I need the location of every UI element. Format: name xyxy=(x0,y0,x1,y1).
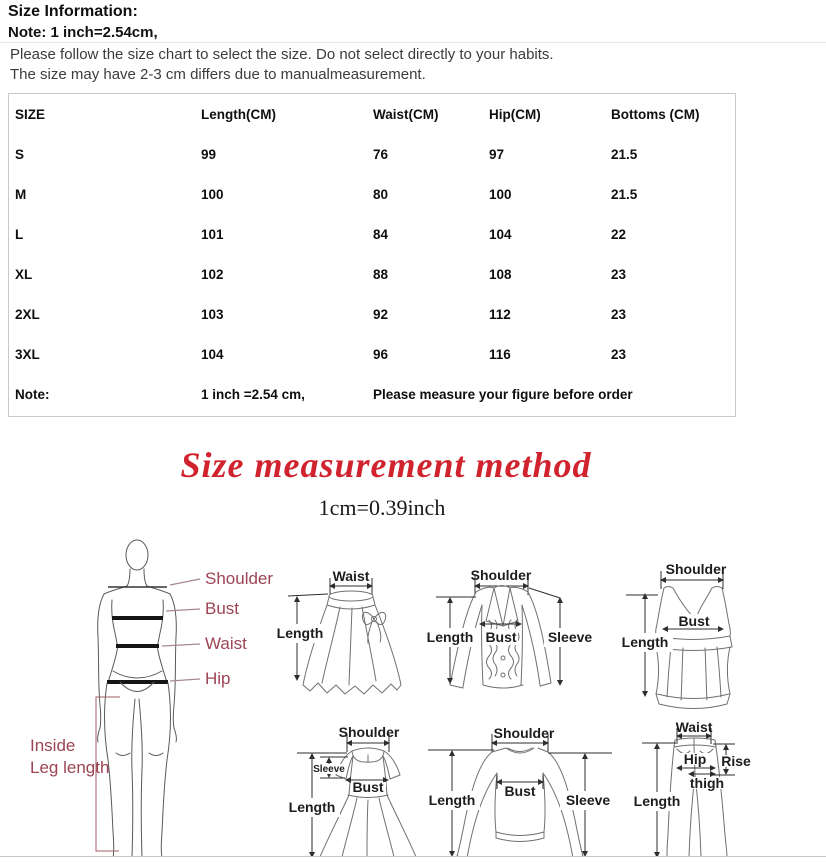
dress-sleeve-label: Sleeve xyxy=(313,764,345,775)
table-cell: 100 xyxy=(201,186,224,202)
advice-line-1: Please follow the size chart to select the size. Do not select directly to your habits. xyxy=(10,46,554,63)
jacket-length-label: Length xyxy=(426,629,474,645)
garment-sweater xyxy=(424,725,616,857)
cm-inch-conversion: 1cm=0.39inch xyxy=(318,495,446,520)
col-header-hip: Hip(CM) xyxy=(489,106,541,122)
col-header-bottoms: Bottoms (CM) xyxy=(611,106,700,122)
table-footer-conversion: 1 inch =2.54 cm, xyxy=(201,386,305,402)
garment-pants xyxy=(629,719,751,857)
table-cell: 84 xyxy=(373,226,389,242)
table-cell: 97 xyxy=(489,146,505,162)
table-cell: 104 xyxy=(489,226,512,242)
table-cell: 76 xyxy=(373,146,389,162)
jacket-sleeve-label: Sleeve xyxy=(547,629,593,645)
body-figure xyxy=(30,540,273,857)
table-cell: 101 xyxy=(201,226,224,242)
measurement-method-title: Size measurement method xyxy=(180,445,592,485)
body-waist-label: Waist xyxy=(205,634,247,653)
dress-bust-label: Bust xyxy=(352,779,384,795)
vest-length-label: Length xyxy=(621,634,669,650)
pants-thigh-label: thigh xyxy=(689,775,725,791)
skirt-length-label: Length xyxy=(276,625,324,641)
dress-length-label: Length xyxy=(288,799,336,815)
table-cell: 102 xyxy=(201,266,224,282)
bottom-divider xyxy=(0,856,826,857)
measurement-diagram xyxy=(0,525,826,857)
table-cell: 99 xyxy=(201,146,217,162)
sweater-length-label: Length xyxy=(428,792,476,808)
col-header-length: Length(CM) xyxy=(201,106,276,122)
table-cell: 103 xyxy=(201,306,224,322)
garment-skirt xyxy=(273,568,401,694)
table-cell: L xyxy=(15,226,24,242)
dress-shoulder-label: Shoulder xyxy=(338,724,400,740)
body-bust-label: Bust xyxy=(205,599,240,618)
table-cell: 80 xyxy=(373,186,389,202)
table-cell: 100 xyxy=(489,186,512,202)
pants-length-label: Length xyxy=(633,793,681,809)
table-cell: 88 xyxy=(373,266,389,282)
table-cell: 116 xyxy=(489,346,511,362)
pants-rise-label: Rise xyxy=(721,753,751,769)
sweater-bust-label: Bust xyxy=(504,783,536,799)
skirt-waist-label: Waist xyxy=(332,568,370,584)
pants-hip-label: Hip xyxy=(683,751,707,767)
garment-dress xyxy=(284,724,416,857)
body-head xyxy=(126,540,148,570)
table-cell: M xyxy=(15,186,27,202)
divider xyxy=(0,42,826,43)
body-shoulder-label: Shoulder xyxy=(205,569,274,588)
table-cell: 2XL xyxy=(15,306,40,322)
table-footer-label: Note: xyxy=(15,386,50,402)
table-cell: 112 xyxy=(489,306,511,322)
inside-leg-label-line2: Leg length xyxy=(30,758,110,777)
table-cell: 23 xyxy=(611,266,627,282)
garment-jacket xyxy=(422,567,596,688)
inch-conversion-note: Note: 1 inch=2.54cm, xyxy=(8,24,158,41)
pants-waist-label: Waist xyxy=(675,719,713,735)
jacket-shoulder-label: Shoulder xyxy=(470,567,532,583)
table-cell: 3XL xyxy=(15,346,40,362)
table-cell: 22 xyxy=(611,226,627,242)
table-cell: S xyxy=(15,146,25,162)
jacket-bust-label: Bust xyxy=(485,629,517,645)
page-title: Size Information: xyxy=(8,3,138,20)
body-hip-label: Hip xyxy=(205,669,231,688)
table-cell: 21.5 xyxy=(611,186,638,202)
table-cell: 96 xyxy=(373,346,389,362)
garment-vest xyxy=(617,561,732,709)
col-header-size: SIZE xyxy=(15,106,46,122)
advice-line-2: The size may have 2-3 cm differs due to manualmeasurement. xyxy=(10,66,426,83)
table-cell: XL xyxy=(15,266,33,282)
table-cell: 23 xyxy=(611,306,627,322)
table-cell: 104 xyxy=(201,346,224,362)
vest-shoulder-label: Shoulder xyxy=(665,561,727,577)
table-cell: 92 xyxy=(373,306,389,322)
sweater-shoulder-label: Shoulder xyxy=(493,725,555,741)
table-cell: 108 xyxy=(489,266,512,282)
vest-bust-label: Bust xyxy=(678,613,710,629)
sweater-sleeve-label: Sleeve xyxy=(565,792,611,808)
size-chart-table xyxy=(8,93,736,417)
col-header-waist: Waist(CM) xyxy=(373,106,439,122)
table-cell: 21.5 xyxy=(611,146,638,162)
table-cell: 23 xyxy=(611,346,627,362)
table-footer-message: Please measure your figure before order xyxy=(373,386,633,402)
inside-leg-label-line1: Inside xyxy=(30,736,76,755)
